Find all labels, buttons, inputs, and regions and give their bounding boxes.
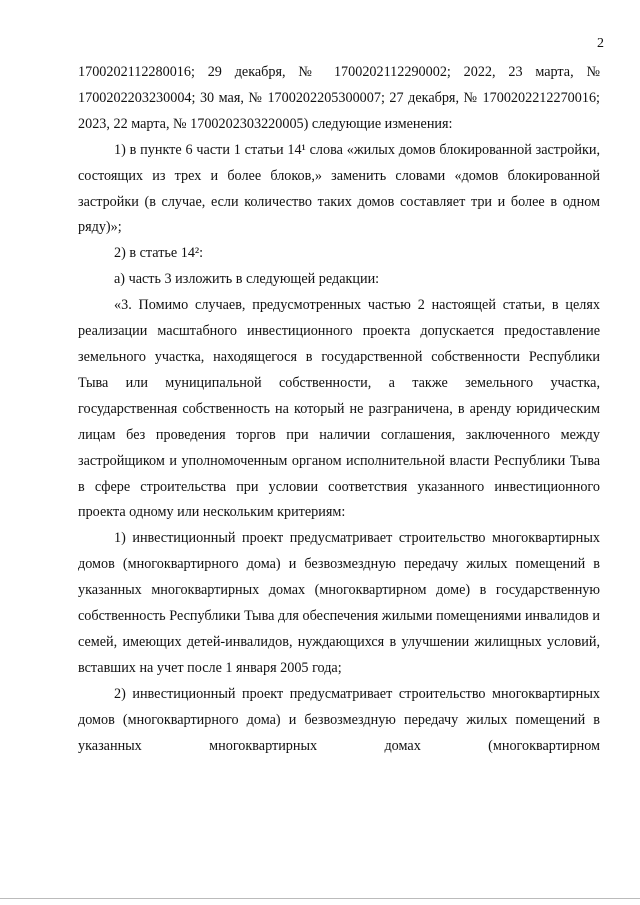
page-number: 2	[597, 36, 604, 51]
paragraph-item-1: 1) в пункте 6 части 1 статьи 14¹ слова «жилых домов блокированной застройки, состоящих из трех и более блоков,» заменить словами «домов блокированной застройки (в случае, если количество таких домов составляет три и более в одном ряду)»;	[78, 141, 600, 236]
paragraph-criterion-1: 1) инвестиционный проект предусматривает строительство многоквартирных домов (многоквартирного дома) и безвозмездную передачу жилых помещений в указанных многоквартирных домах (многоквартирном доме) в государственную собственность Республики Тыва для обеспечения жилыми помещениями инвалидов и семей, имеющих детей-инвалидов, нуждающихся в улучшении жилищных условий, вставших на учет после 1 января 2005 года;	[78, 530, 600, 676]
document-body	[78, 60, 600, 759]
paragraph-continued-list: 1700202112280016; 29 декабря, № 1700202112290002; 2022, 23 марта, № 1700202203230004; 30 мая, № 1700202205300007; 27 декабря, № 1700202212270016; 2023, 22 марта, № 1700202303220005) следующие изменения:	[78, 64, 600, 132]
paragraph-part-3: «3. Помимо случаев, предусмотренных частью 2 настоящей статьи, в целях реализации масштабного инвестиционного проекта допускается предоставление земельного участка, находящегося в государственной собственности Республики Тыва или муниципальной собственности, а также земельного участка, государственная собственность на который не разграничена, в аренду юридическим лицам без проведения торгов при наличии соглашения, заключенного между застройщиком и уполномоченным органом исполнительной власти Республики Тыва в сфере строительства при условии соответствия указанного инвестиционного проекта одному или нескольким критериям:	[78, 297, 600, 521]
paragraph-item-2: 2) в статье 14²:	[114, 245, 204, 262]
paragraph-criterion-2: 2) инвестиционный проект предусматривает строительство многоквартирных домов (многоквартирного дома) и безвозмездную передачу жилых помещений в указанных многоквартирных домах (многоквартирном	[78, 685, 600, 754]
page-bottom-edge	[0, 898, 640, 899]
paragraph-subitem-a: а) часть 3 изложить в следующей редакции:	[114, 271, 380, 288]
